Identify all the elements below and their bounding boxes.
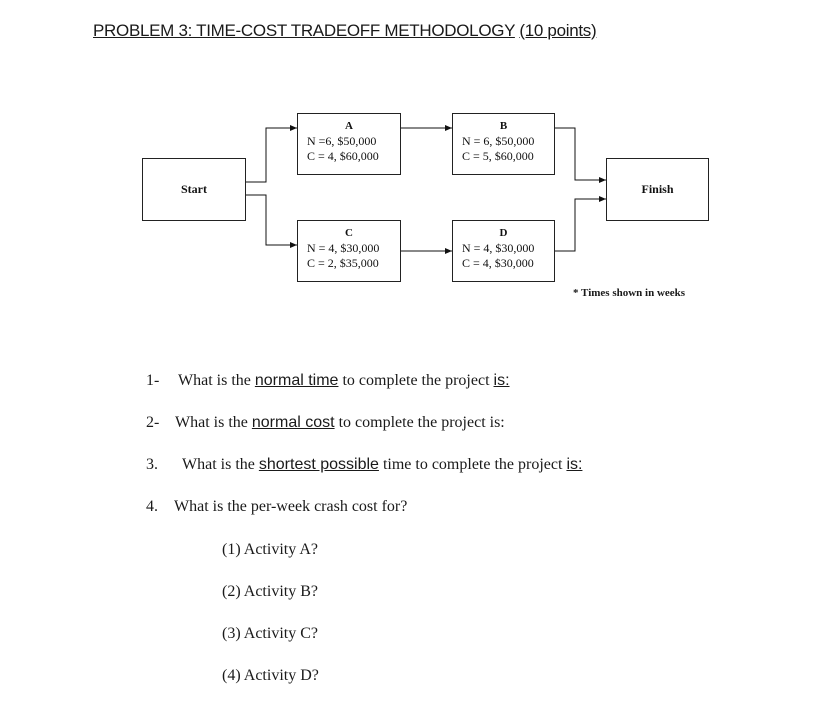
- question-term: shortest possible: [258, 456, 379, 473]
- normal-values: N = 6, $50,000: [462, 134, 535, 148]
- question-number: 1-: [146, 372, 160, 389]
- problem-heading: PROBLEM 3: TIME-COST TRADEOFF METHODOLOGY: [93, 21, 515, 40]
- question-1: [178, 372, 510, 390]
- question-text: What is the: [175, 414, 252, 431]
- finish-label: Finish: [641, 182, 674, 196]
- crash-values: C = 4, $60,000: [307, 149, 379, 163]
- question-end: is:: [493, 372, 510, 389]
- subitem-activity-c: (3) Activity C?: [222, 625, 318, 642]
- activity-label: A: [345, 120, 353, 132]
- times-note: * Times shown in weeks: [573, 287, 686, 299]
- subitem-activity-b: (2) Activity B?: [222, 583, 318, 600]
- question-term: normal cost: [251, 414, 335, 431]
- normal-values: N =6, $50,000: [307, 134, 377, 148]
- crash-values: C = 5, $60,000: [462, 149, 534, 163]
- subitem-activity-d: (4) Activity D?: [222, 667, 319, 684]
- activity-d-node: [452, 220, 555, 282]
- activity-c-node: [297, 220, 401, 282]
- question-3: [182, 456, 582, 474]
- crash-values: C = 2, $35,000: [307, 256, 379, 270]
- question-number: 3.: [146, 456, 158, 473]
- finish-node: [606, 158, 709, 221]
- subitem-activity-a: (1) Activity A?: [222, 541, 318, 558]
- activity-label: C: [345, 227, 353, 239]
- question-number: 4.: [146, 498, 158, 515]
- activity-label: D: [499, 227, 508, 239]
- normal-values: N = 4, $30,000: [307, 241, 380, 255]
- normal-values: N = 4, $30,000: [462, 241, 535, 255]
- activity-a-node: [297, 113, 401, 175]
- question-end: is:: [566, 456, 583, 473]
- question-text: time to complete the project: [378, 456, 567, 473]
- question-text: to complete the project is:: [334, 414, 505, 431]
- points-label: (10 points): [519, 21, 597, 40]
- start-node: [142, 158, 246, 221]
- activity-b-node: [452, 113, 555, 175]
- arrow-start-a: [246, 128, 297, 182]
- crash-values: C = 4, $30,000: [462, 256, 534, 270]
- question-text: What is the: [182, 456, 259, 473]
- question-term: normal time: [254, 372, 339, 389]
- question-2: [175, 414, 505, 432]
- question-text: What is the: [178, 372, 255, 389]
- question-number: 2-: [146, 414, 160, 431]
- question-text: to complete the project: [338, 372, 494, 389]
- question-4: What is the per-week crash cost for?: [174, 498, 408, 515]
- start-label: Start: [181, 182, 207, 196]
- arrow-start-c: [246, 195, 297, 245]
- arrow-b-finish: [555, 128, 606, 180]
- activity-label: B: [499, 120, 508, 132]
- arrow-d-finish: [555, 199, 606, 251]
